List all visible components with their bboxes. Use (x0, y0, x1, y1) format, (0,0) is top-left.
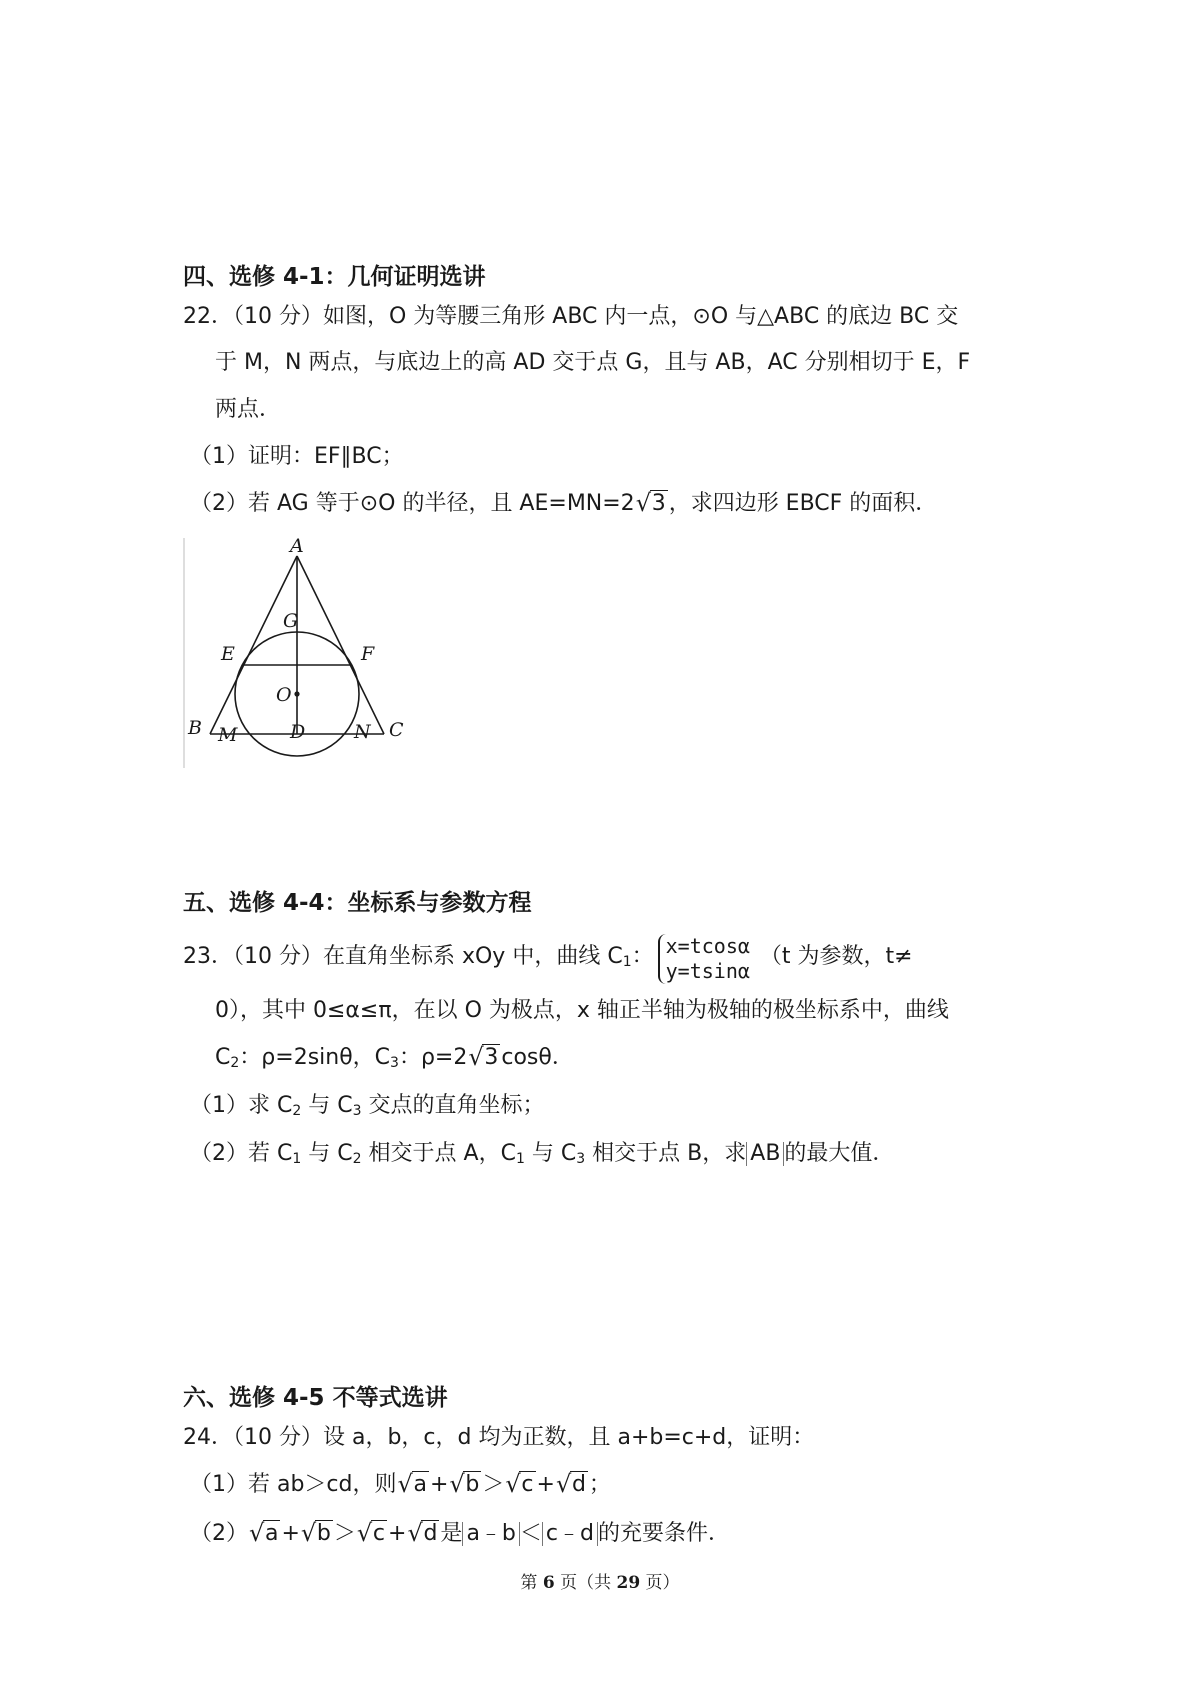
page-number: 6 (542, 1573, 555, 1593)
q22-part1: （1）证明：EF∥BC； (190, 444, 404, 469)
total-pages: 29 (616, 1573, 641, 1593)
q22-part2 (190, 493, 937, 515)
label-f: F (361, 643, 375, 665)
subscript-1: 1 (292, 1151, 302, 1167)
label-n: N (354, 721, 371, 743)
radicand-a: a (265, 1521, 279, 1546)
footer-text-c: 页） (640, 1573, 680, 1593)
label-m: M (218, 724, 238, 746)
q23-part1-text-b: 与 C (301, 1093, 353, 1118)
q23-line1-text-c: （t 为参数，t≠ (759, 944, 913, 969)
label-c: C (389, 719, 404, 741)
q22-part2-radicand: 3 (651, 491, 666, 516)
q24-part2-end: 的充要条件． (597, 1521, 730, 1546)
q23-part2-text-a: （2）若 C (190, 1141, 293, 1166)
q23-line2: 0），其中 0≤α≤π，在以 O 为极点，x 轴正半轴为极轴的极坐标系中，曲线 (215, 998, 949, 1023)
q22-line3: 两点． (215, 397, 282, 422)
label-d: D (290, 721, 306, 743)
label-g: G (283, 610, 299, 632)
q23-line1 (183, 932, 913, 982)
center-point-o (294, 691, 299, 696)
plus-sign: + (388, 1521, 407, 1546)
q23-part2-text-f: 的最大值． (784, 1141, 895, 1166)
q23-part1-text-c: 交点的直角坐标； (361, 1093, 545, 1118)
q23-part1 (190, 1095, 545, 1118)
q24-part2 (190, 1522, 730, 1546)
sqrt-symbol (250, 1523, 280, 1545)
subscript-2: 2 (352, 1151, 362, 1167)
q24-part2-is: 是 (440, 1521, 463, 1546)
parametric-equation (658, 934, 750, 984)
subscript-2: 2 (292, 1103, 302, 1119)
q22-part2-text-b: ，求四边形 EBCF 的面积． (668, 491, 938, 516)
q23-part2 (190, 1142, 894, 1166)
absolute-value-c-minus-d: c﹣d (542, 1522, 598, 1546)
greater-sign: ＞ (333, 1521, 356, 1546)
footer-text-b: 页（共 (554, 1573, 617, 1593)
q22-line1: 22．（10 分）如图，O 为等腰三角形 ABC 内一点，⊙O 与△ABC 的底边 BC 交 (183, 304, 959, 329)
radicand-d: d (423, 1521, 438, 1546)
section-5-title: 五、选修 4-4：坐标系与参数方程 (183, 890, 532, 916)
sqrt-symbol (358, 1523, 387, 1545)
q23-line3 (215, 1047, 574, 1070)
q23-part2-text-c: 相交于点 A，C (361, 1141, 516, 1166)
semicolon: ； (588, 1472, 611, 1497)
section-4-title: 四、选修 4-1：几何证明选讲 (183, 264, 486, 290)
absolute-value-a-minus-b: a﹣b (462, 1522, 519, 1546)
q23-line3-text-d: cosθ． (501, 1045, 574, 1070)
section-6-title: 六、选修 4-5 不等式选讲 (183, 1385, 448, 1411)
radicand-b: b (316, 1521, 331, 1546)
less-sign: ＜ (519, 1521, 542, 1546)
q23-line3-text-c: ：ρ=2 (398, 1045, 468, 1070)
plus-sign: + (281, 1521, 300, 1546)
radicand-c: c (521, 1472, 534, 1497)
sqrt-symbol (450, 1474, 481, 1496)
q23-part2-text-d: 与 C (524, 1141, 577, 1166)
label-a: A (290, 538, 304, 557)
q22-part2-text-a: （2）若 AG 等于⊙O 的半径，且 AE=MN=2 (190, 491, 635, 516)
sqrt-symbol (399, 1474, 429, 1496)
plus-sign: + (429, 1472, 449, 1497)
q24-part2-text-a: （2） (190, 1521, 248, 1546)
q24-part1 (190, 1474, 611, 1496)
radicand-d: d (571, 1472, 586, 1497)
sqrt-symbol (637, 493, 668, 515)
equation-y: y=tsinα (665, 959, 750, 983)
page-footer (0, 1568, 1200, 1593)
label-b: B (188, 717, 202, 739)
plus-sign: + (536, 1472, 555, 1497)
q23-part2-text-b: 与 C (301, 1141, 353, 1166)
subscript-1: 1 (622, 954, 632, 970)
q23-line3-text-a: C (215, 1045, 231, 1070)
q24-part1-text-a: （1）若 ab＞cd，则 (190, 1472, 397, 1497)
geometry-figure (180, 538, 430, 773)
q24-line1: 24．（10 分）设 a，b，c，d 均为正数，且 a+b=c+d，证明： (183, 1425, 815, 1450)
sqrt-symbol (469, 1047, 500, 1069)
sqrt-symbol (506, 1474, 535, 1496)
footer-text-a: 第 (520, 1573, 543, 1593)
subscript-1: 1 (515, 1151, 525, 1167)
subscript-2: 2 (230, 1055, 240, 1071)
q23-line3-text-b: ：ρ=2sinθ，C (239, 1045, 391, 1070)
radicand-b: b (465, 1472, 480, 1497)
radicand-c: c (372, 1521, 386, 1546)
subscript-3: 3 (352, 1103, 362, 1119)
subscript-3: 3 (390, 1055, 399, 1071)
radicand-a: a (413, 1472, 427, 1497)
q23-line1-text-a: 23．（10 分）在直角坐标系 xOy 中，曲线 C (183, 944, 623, 969)
equation-x: x=tcosα (665, 934, 750, 958)
sqrt-symbol (302, 1523, 333, 1545)
q23-line1-text-b: ： (631, 944, 654, 969)
absolute-value-ab: AB (746, 1142, 784, 1166)
sqrt-symbol (557, 1474, 588, 1496)
label-o: O (276, 684, 292, 706)
q23-part1-text-a: （1）求 C (190, 1093, 293, 1118)
subscript-3: 3 (576, 1151, 586, 1167)
sqrt-symbol (408, 1523, 439, 1545)
q23-line3-radicand: 3 (484, 1045, 499, 1070)
greater-sign: ＞ (482, 1472, 505, 1497)
q22-line2: 于 M，N 两点，与底边上的高 AD 交于点 G，且与 AB，AC 分别相切于 E，F (215, 350, 971, 375)
q23-part2-text-e: 相交于点 B，求 (585, 1141, 747, 1166)
label-e: E (221, 643, 235, 665)
